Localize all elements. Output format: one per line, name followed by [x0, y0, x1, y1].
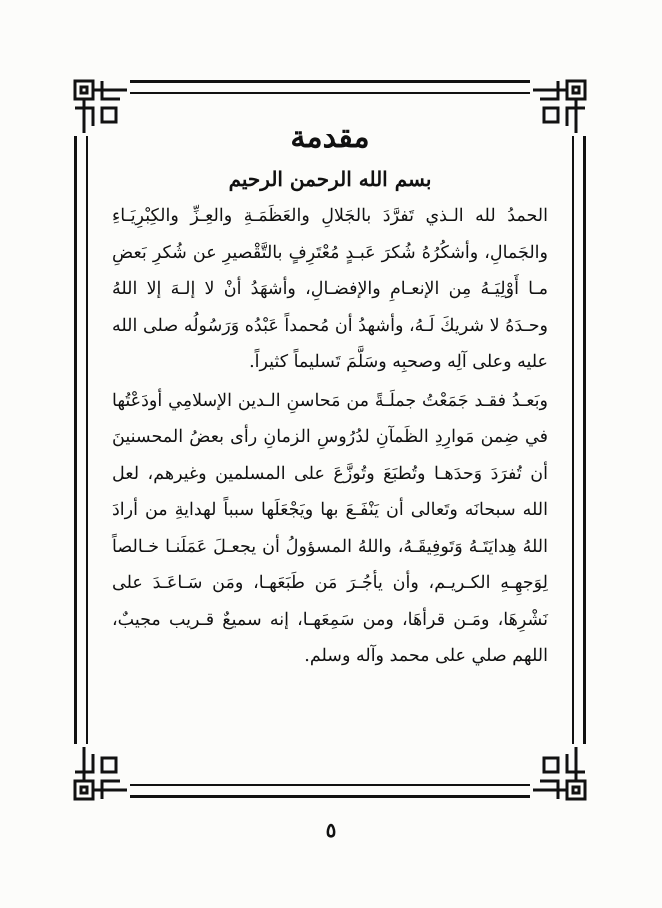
paragraph-2: وبَعـدُ فقـد جَمَعْتُ جملَـةً من مَحاسنِ الـدين الإسلامِي أودَعْتُها في ضِمن مَوارِدِ الظَمآنِ لدُرُوسِ الزمانِ رأى بعضُ المحسنينَ أن تُفرَدَ وَحدَهـا وتُطبَعَ وتُوزَّعَ على المسلمين وغيرهم، لعل الله سبحانَه وتَعالى أن يَنْفَـعَ بها ويَجْعَلَها سبباً لهدايةِ من أرادَ اللهُ هِدايَتَـهُ وَتَوفِيقَـهُ، واللهُ المسؤولُ أن يجعـلَ عَمَلَنـا خـالصاً لِوَجهِـهِ الكـريـم، وأن يأجُـرَ مَن طَبَعَهـا، ومَن سَـاعَـدَ على نَشْرِهَا، ومَـن قرأهَا، ومن سَمِعَهـا، إنه سميعٌ قـريب مجيبٌ، اللهم صلي على محمد وآله وسلم. [112, 390, 548, 666]
page-number: ٥ [325, 818, 337, 842]
document-body [112, 118, 548, 758]
basmala-line: بسم الله الرحمن الرحيم [228, 167, 432, 191]
page-title: مقدمة [290, 120, 370, 155]
paragraph-1: الحمدُ لله الـذي تَفرَّدَ بالجَلالِ والعَظَمَـةِ والعِـزِّ والكِبْرِيَـاءِ والجَمالِ، وأشكُرُهُ شُكرَ عَبـدٍ مُعْتَرِفٍ بالتَّقْصيرِ عن شُكرِ بَعضِ مـا أَوْلِيَـهُ مِن الإنعـامِ والإفضـالِ، وأشهَدُ أنْ لا إلـهَ إلا اللهُ وحـدَهُ لا شريكَ لَـهُ، وأشهدُ أن مُحمداً عَبْدُه وَرَسُولُه صلى الله عليه وعلى آلِه وصحبِه وسَلَّمَ تَسليماً كثيراً. [112, 206, 548, 372]
